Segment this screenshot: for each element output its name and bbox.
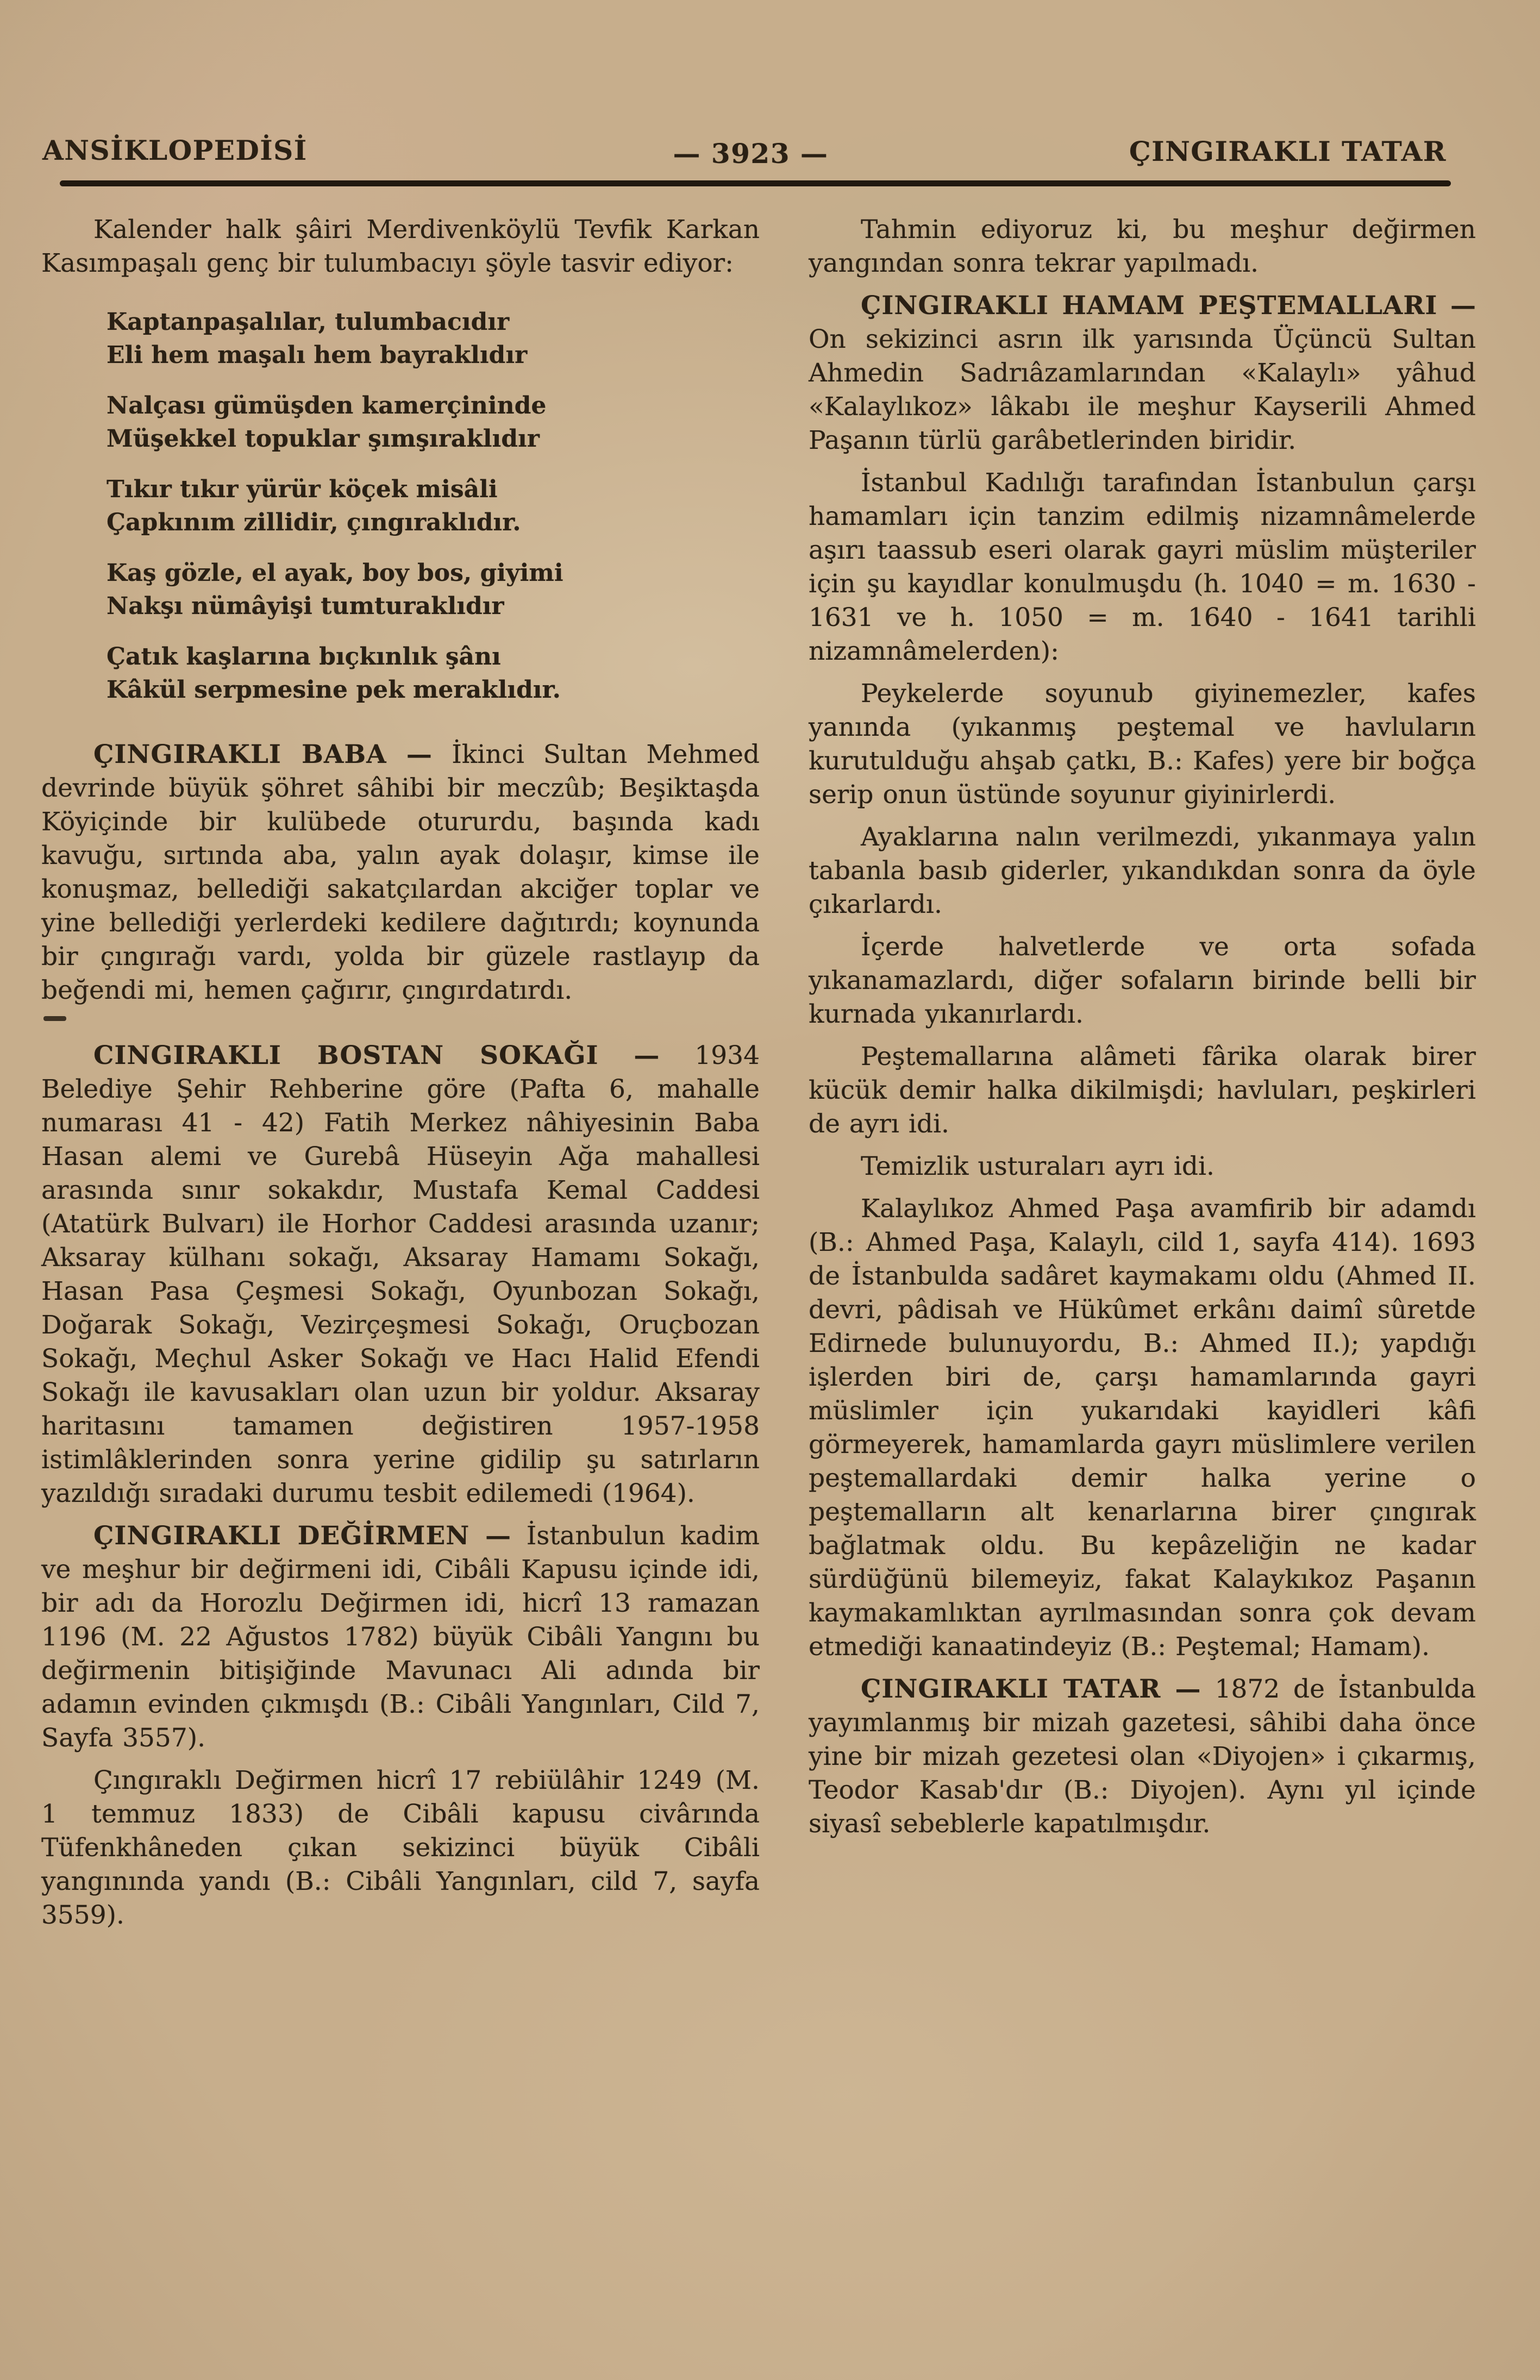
poem <box>107 305 760 706</box>
entry-heading: CINGIRAKLI BOSTAN SOKAĞI <box>93 1041 599 1070</box>
poem-couplet <box>107 389 760 455</box>
poem-line: Çapkınım zillidir, çıngıraklıdır. <box>107 509 521 536</box>
entry-paragraph: CINGIRAKLI BOSTAN SOKAĞI — 1934 Belediye Şehir Rehberine göre (Pafta 6, mahalle numarası 41 - 42) Fatih Merkez nâhiyesinin Baba Hasan alemi ve Gurebâ Hüseyin Ağa mahallesi arasında sınır sokakdır, Mustafa Kemal Caddesi (Atatürk Bulvarı) ile Horhor Caddesi arasında uzanır; Aksaray külhanı sokağı, Aksaray Hamamı Sokağı, Hasan Pasa Çeşmesi Sokağı, Oyunbozan Sokağı, Doğarak Sokağı, Vezirçeşmesi Sokağı, Oruçbozan Sokağı, Meçhul Asker Sokağı ve Hacı Halid Efendi Sokağı ile kavusakları olan uzun bir yoldur. Aksaray haritasını tamamen değistiren 1957-1958 istimlâklerinden sonra yerine gidilip şu satırların yazıldığı sıradaki durumu tesbit edilemedi (1964). <box>41 1041 760 1508</box>
entry-paragraph: ÇINGIRAKLI HAMAM PEŞTEMALLARI — On sekizinci asrın ilk yarısında Üçüncü Sultan Ahmedin Sadrıâzamlarından «Kalaylı» yâhud «Kalaylıkoz» lâkabı ile meşhur Kayserili Ahmed Paşanın türlü garâbetlerinden biridir. <box>809 291 1476 455</box>
paragraph: Temizlik usturaları ayrı idi. <box>861 1151 1215 1181</box>
poem-line: Nakşı nümâyişi tumturaklıdır <box>107 592 504 620</box>
entry-paragraph: ÇINGIRAKLI TATAR — 1872 de İstanbulda yayımlanmış bir mizah gazetesi, sâhibi daha önce yine bir mizah gezetesi olan «Diyojen» i çıkarmış, Teodor Kasab'dır (B.: Diyojen). Aynı yıl içinde siyasî sebeblerle kapatılmışdır. <box>809 1674 1476 1839</box>
header-entry-title: ÇINGIRAKLI TATAR <box>1129 135 1447 167</box>
entry-paragraph: ÇINGIRAKLI DEĞİRMEN — İstanbulun kadim ve meşhur bir değirmeni idi, Cibâli Kapusu içinde idi, bir adı da Horozlu Değirmen idi, hicrî 13 ramazan 1196 (M. 22 Ağustos 1782) büyük Cibâli Yangını bu değirmenin bitişiğinde Mavunacı Ali adında bir adamın evinden çıkmışdı (B.: Cibâli Yangınları, Cild 7, Sayfa 3557). <box>41 1521 760 1753</box>
entry-dash: — <box>1161 1674 1215 1704</box>
poem-couplet <box>107 556 760 623</box>
poem-line: Nalçası gümüşden kamerçininde <box>107 392 547 419</box>
poem-line: Çatık kaşlarına bıçkınlık şânı <box>107 643 501 671</box>
ink-mark <box>43 1016 66 1021</box>
entry-heading: ÇINGIRAKLI DEĞİRMEN <box>93 1521 470 1551</box>
poem-line: Müşekkel topuklar şımşıraklıdır <box>107 425 540 453</box>
paragraph: İstanbul Kadılığı tarafından İstanbulun çarşı hamamları için tanzim edilmiş nizamnâmelerde aşırı taassub eseri olarak gayri müslim müşteriler için şu kayıdlar konulmuşdu (h. 1040 = m. 1630 - 1631 ve h. 1050 = m. 1640 - 1641 tarihli nizamnâmelerden): <box>809 468 1476 666</box>
header-rule <box>60 180 1451 186</box>
poem-line: Kaş gözle, el ayak, boy bos, giyimi <box>107 559 564 587</box>
poem-couplet <box>107 640 760 706</box>
paragraph: Peykelerde soyunub giyinemezler, kafes yanında (yıkanmış peştemal ve havluların kurutulduğu ahşab çatkı, B.: Kafes) yere bir boğça serip onun üstünde soyunur giyinirlerdi. <box>809 679 1476 810</box>
paragraph: Çıngıraklı Değirmen hicrî 17 rebiülâhir 1249 (M. 1 temmuz 1833) de Cibâli kapusu civârında Tüfenkhâneden çıkan sekizinci büyük Cibâli yangınında yandı (B.: Cibâli Yangınları, cild 7, sayfa 3559). <box>41 1765 760 1930</box>
entry-dash: — <box>598 1041 695 1070</box>
text-columns <box>41 213 1476 1932</box>
paragraph: Tahmin ediyoruz ki, bu meşhur değirmen yangından sonra tekrar yapılmadı. <box>809 215 1476 278</box>
header-book-title: ANSİKLOPEDİSİ <box>42 134 308 166</box>
poem-line: Tıkır tıkır yürür köçek misâli <box>107 475 498 503</box>
paragraph: Ayaklarına nalın verilmezdi, yıkanmaya yalın tabanla basıb giderler, yıkandıkdan sonra da öyle çıkarlardı. <box>809 822 1476 919</box>
entry-paragraph: ÇINGIRAKLI BABA — İkinci Sultan Mehmed devrinde büyük şöhret sâhibi bir meczûb; Beşiktaşda Köyiçinde bir kulübede otururdu, başında kadı kavuğu, sırtında aba, yalın ayak dolaşır, kimse ile konuşmaz, bellediği sakatçılardan akciğer toplar ve yine bellediği yerlerdeki kedilere dağıtırdı; koynunda bir çıngırağı vardı, yolda bir güzele rastlayıp da beğendi mi, hemen çağırır, çıngırdatırdı. <box>41 740 760 1005</box>
left-column <box>41 213 760 1932</box>
entry-dash: — <box>386 740 452 769</box>
entry-dash: — <box>1437 291 1476 321</box>
page-number: — 3923 — <box>673 137 829 170</box>
right-column <box>809 213 1476 1932</box>
poem-couplet <box>107 305 760 372</box>
poem-line: Kaptanpaşalılar, tulumbacıdır <box>107 308 510 336</box>
page-header <box>42 134 1447 170</box>
poem-line: Eli hem maşalı hem bayraklıdır <box>107 341 528 369</box>
paragraph: Kalaylıkoz Ahmed Paşa avamfirib bir adamdı (B.: Ahmed Paşa, Kalaylı, cild 1, sayfa 414). 1693 de İstanbulda sadâret kaymakamı oldu (Ahmed II. devri, pâdisah ve Hükûmet erkânı daimî sûretde Edirnede bulunuyordu, B.: Ahmed II.); yapdığı işlerden biri de, çarşı hamamlarında gayri müslimler için yukarıdaki kayidleri kâfi görmeyerek, hamamlarda gayrı müslimlere verilen peştemallardaki demir halka yerine o peştemalların alt kenarlarına birer çıngırak bağlatmak oldu. Bu kepâzeliğin ne kadar sürdüğünü bilemeyiz, fakat Kalaykıkoz Paşanın kaymakamlıktan ayrılmasından sonra çok devam etmediği kanaatindeyiz (B.: Peştemal; Hamam). <box>809 1194 1476 1662</box>
entry-heading: ÇINGIRAKLI BABA <box>93 740 387 769</box>
poem-couplet <box>107 473 760 539</box>
paragraph: Peştemallarına alâmeti fârika olarak birer kücük demir halka dikilmişdi; havluları, peşkirleri de ayrı idi. <box>809 1042 1476 1139</box>
entry-dash: — <box>469 1521 527 1551</box>
entry-heading: ÇINGIRAKLI HAMAM PEŞTEMALLARI <box>861 291 1438 321</box>
paragraph: Kalender halk şâiri Merdivenköylü Tevfik Karkan Kasımpaşalı genç bir tulumbacıyı şöyle tasvir ediyor: <box>41 215 760 278</box>
paragraph: İçerde halvetlerde ve orta sofada yıkanamazlardı, diğer sofaların birinde belli bir kurnada yıkanırlardı. <box>809 932 1476 1029</box>
poem-line: Kâkül serpmesine pek meraklıdır. <box>107 676 561 704</box>
entry-heading: ÇINGIRAKLI TATAR <box>861 1674 1161 1704</box>
